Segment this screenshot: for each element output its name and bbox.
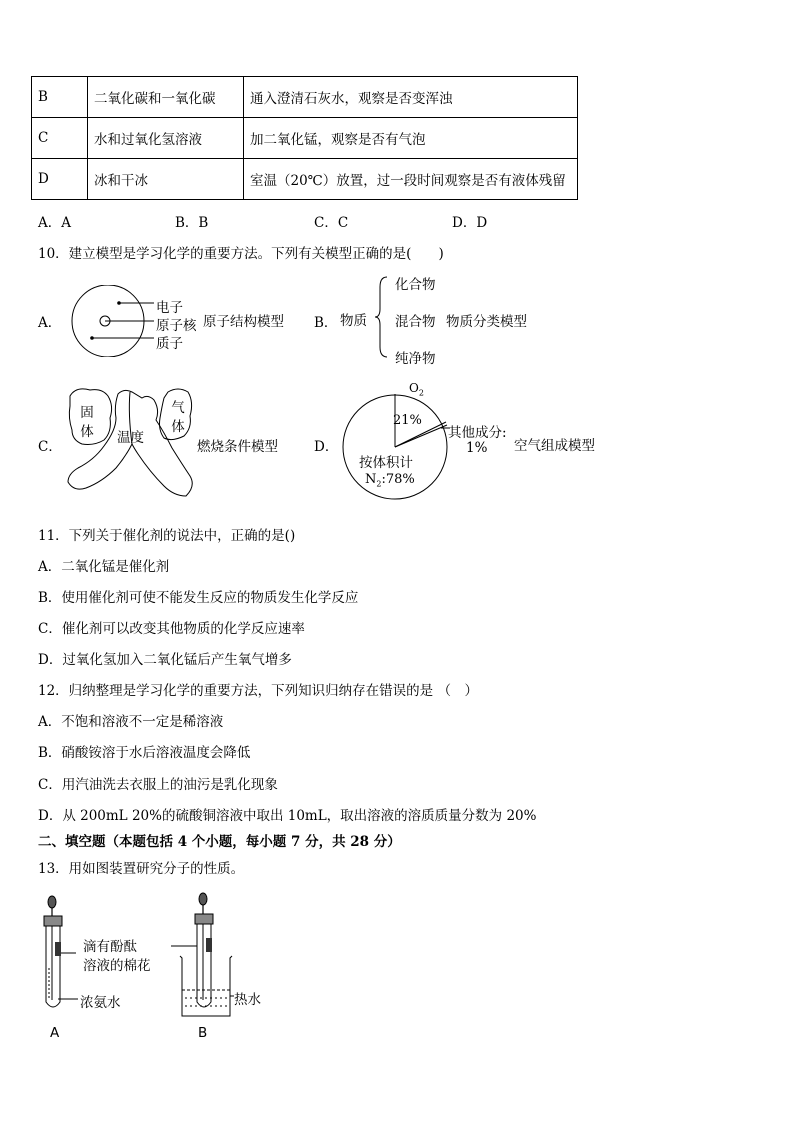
q10-option-b-label: B．: [314, 315, 338, 331]
table-cell-label: C: [32, 118, 88, 159]
table-row: [32, 77, 578, 118]
q12-option-d: D．从 200mL 20%的硫酸铜溶液中取出 10mL，取出溶液的溶质质量分数为 20%: [38, 808, 537, 824]
pie-n2-label: $N_2:78\%$: [365, 472, 415, 489]
q13-stem: 13．用如图装置研究分子的性质。: [38, 861, 245, 877]
q10-option-c-label: C．: [38, 439, 62, 455]
q9-option-a: A．A: [38, 215, 71, 231]
atom-proton-label: 质子: [156, 336, 183, 352]
table-cell-label: B: [32, 77, 88, 118]
table-row: [32, 118, 578, 159]
section-heading: 二、填空题（本题包括 4 个小题，每小题 7 分，共 28 分）: [38, 834, 401, 850]
ammonia-label: 浓氨水: [80, 995, 121, 1011]
air-model-name: 空气组成模型: [514, 438, 595, 454]
q10-stem: 10．建立模型是学习化学的重要方法。下列有关模型正确的是( ): [38, 246, 444, 262]
q11-option-d: D．过氧化氢加入二氧化锰后产生氧气增多: [38, 652, 292, 668]
classification-middle: 混合物: [395, 314, 436, 330]
atom-model-name: 原子结构模型: [203, 314, 284, 330]
q9-option-d: D．D: [452, 215, 488, 231]
brace-icon: [374, 275, 390, 359]
pie-center-label: 按体积计: [359, 455, 413, 471]
table-row: [32, 159, 578, 200]
table-cell-method: 通入澄清石灰水，观察是否变浑浊: [244, 77, 578, 118]
combustion-gas-label: 气体: [171, 400, 185, 435]
table-cell-item: 冰和干冰: [88, 159, 244, 200]
classification-bottom: 纯净物: [395, 351, 436, 367]
q10-option-d-label: D．: [314, 439, 339, 455]
q10-option-a-label: A．: [38, 315, 62, 331]
pie-other-label: 其他成分:: [448, 425, 507, 441]
table-cell-item: 水和过氧化氢溶液: [88, 118, 244, 159]
cotton-label-line2: 溶液的棉花: [83, 958, 151, 974]
q9-option-c: C．C: [314, 215, 349, 231]
combustion-temperature-label: 温度: [117, 430, 144, 446]
pie-o2-label: $O_2$: [409, 381, 424, 398]
combustion-model-name: 燃烧条件模型: [197, 439, 278, 455]
q12-option-b: B．硝酸铵溶于水后溶液温度会降低: [38, 745, 251, 761]
classification-root: 物质: [340, 313, 367, 329]
apparatus-b-label: B: [198, 1025, 208, 1041]
q11-option-c: C．催化剂可以改变其他物质的化学反应速率: [38, 621, 305, 637]
q12-option-a: A．不饱和溶液不一定是稀溶液: [38, 714, 224, 730]
atom-electron-label: 电子: [156, 300, 183, 316]
pie-o2-percent: 21%: [393, 413, 422, 428]
table-cell-method: 加二氧化锰，观察是否有气泡: [244, 118, 578, 159]
q11-stem: 11．下列关于催化剂的说法中，正确的是(): [38, 528, 296, 544]
classification-top: 化合物: [395, 277, 436, 293]
apparatus-a-label: A: [50, 1025, 60, 1041]
table-cell-label: D: [32, 159, 88, 200]
q11-option-a: A．二氧化锰是催化剂: [38, 559, 170, 575]
pie-other-percent: 1%: [466, 440, 488, 456]
table-cell-method: 室温（20℃）放置，过一段时间观察是否有液体残留: [244, 159, 578, 200]
hot-water-label: 热水: [234, 992, 261, 1008]
q11-option-b: B．使用催化剂可使不能发生反应的物质发生化学反应: [38, 590, 359, 606]
q12-option-c: C．用汽油洗去衣服上的油污是乳化现象: [38, 777, 278, 793]
atom-nucleus-label: 原子核: [156, 318, 197, 334]
cotton-label-line1: 滴有酚酞: [83, 939, 137, 955]
combustion-solid-label: 固体: [80, 405, 94, 440]
classification-model-name: 物质分类模型: [446, 314, 527, 330]
q12-stem: 12．归纳整理是学习化学的重要方法，下列知识归纳存在错误的是 （ ）: [38, 683, 478, 699]
comparison-table: [31, 76, 578, 200]
q9-option-b: B．B: [175, 215, 209, 231]
table-cell-item: 二氧化碳和一氧化碳: [88, 77, 244, 118]
